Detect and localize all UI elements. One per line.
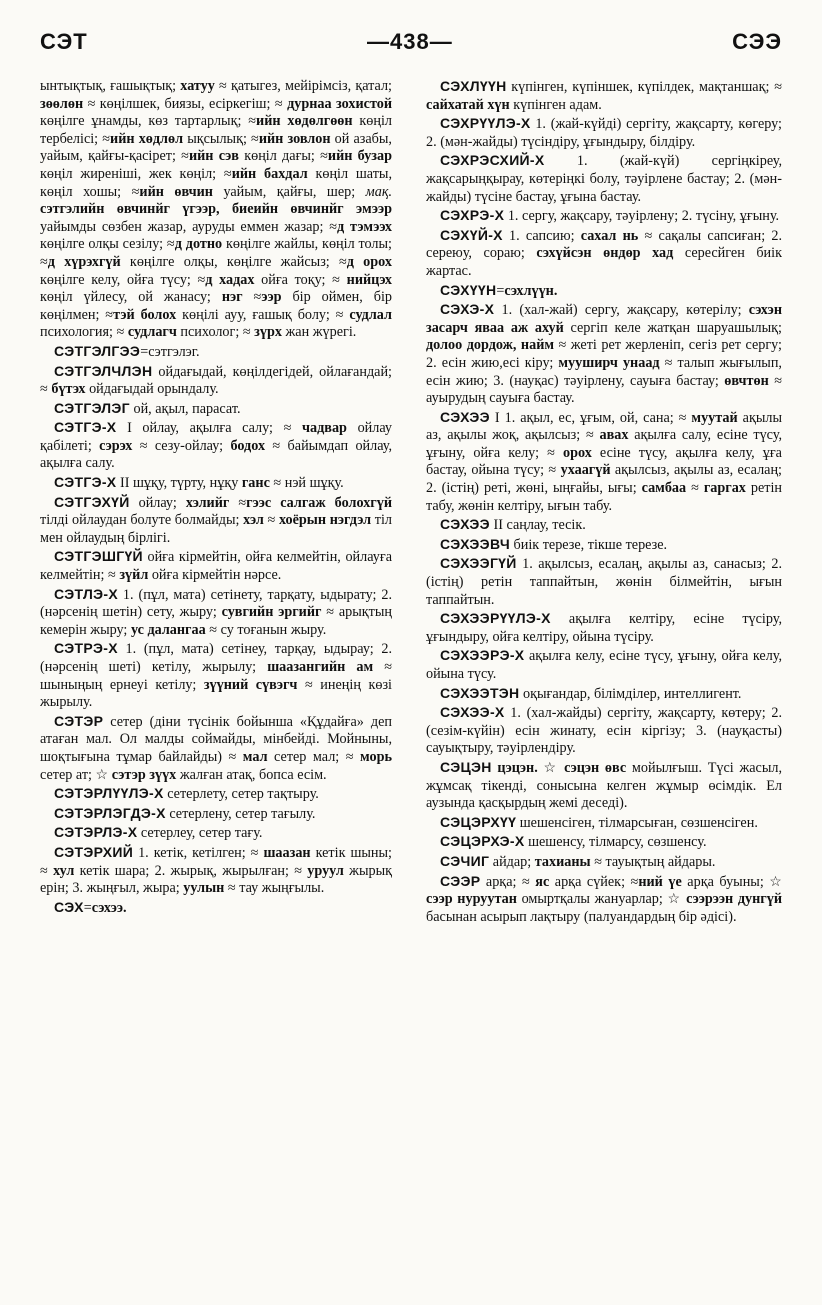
mongolian-example: ус далангаа (130, 621, 206, 638)
entry-definition: = (496, 282, 505, 299)
entry-definition: II шұқу, түрту, нұқу (116, 475, 242, 492)
entry-headword: СЭТЭРЛЭ-Х (54, 824, 138, 841)
entry-definition: I ойлау, ақылға салу; ≈ (116, 420, 303, 437)
entry-definition: I 1. ақыл, ес, ұғым, ой, сана; ≈ (489, 409, 692, 426)
dictionary-entry (426, 536, 782, 555)
mongolian-example: цэцэн. (497, 759, 538, 776)
dictionary-entry (426, 610, 782, 646)
entry-definition: ≈ ауырудың сауыға бастау. (426, 372, 782, 407)
dictionary-entry (426, 814, 782, 833)
mongolian-example: зөөлөн (40, 95, 84, 112)
mongolian-example: ийн сэв (188, 148, 239, 165)
entry-definition: жан жүрегі. (281, 324, 357, 341)
entry-definition: көңілге келу, ойға түсу; ≈ (40, 271, 206, 288)
dictionary-entry (40, 363, 392, 399)
entry-definition: бір оймен, бір көңілмен; ≈ (40, 289, 392, 323)
entry-definition: ақылға салу, есіне түсу, ұғыну, ойға келу; ≈ (426, 427, 782, 461)
mongolian-example: судлал (349, 306, 392, 323)
entry-headword: СЭХЛҮҮН (440, 78, 507, 94)
mongolian-example: ийн хөдөлгөөн (256, 113, 353, 130)
entry-headword: СЭТГЭЛЧЛЭН (54, 362, 153, 379)
mongolian-example: шаазангийн ам (267, 659, 374, 675)
mongolian-example: нэг (221, 289, 243, 306)
entry-definition: көңіл тербелісі; ≈ (40, 113, 392, 147)
entry-headword: СЭТГЭ-Х (54, 474, 117, 491)
entry-definition: сетерлену, сетер тағылу. (165, 805, 316, 822)
entry-definition: ≈ нэй шұқу. (269, 475, 344, 492)
mongolian-example: хоёрын нэгдэл (278, 512, 372, 529)
entry-definition: = (83, 899, 92, 916)
entry-definition: жалған атақ, бопса есім. (176, 766, 327, 783)
grammar-label: мақ. (365, 183, 392, 200)
entry-headword: СЭТРЭ-Х (54, 640, 118, 657)
dictionary-entry (426, 115, 782, 151)
mongolian-example: зүйл (119, 567, 149, 584)
entry-definition: биік терезе, тікше терезе. (509, 536, 668, 553)
mongolian-example: гээс салгаж болохгүй (246, 494, 392, 511)
mongolian-example: сээр нуруутан (426, 891, 517, 908)
dictionary-entry (426, 409, 782, 516)
mongolian-example: сахал нь (580, 227, 639, 244)
entry-definition: 1. (пұл, мата) сетінеу, тарқау, ыдырау; 2. (нәрсенің шеті) кетілу, жырылу; (40, 641, 392, 675)
entry-definition: ≈ көңілшек, биязы, есіркегіш; ≈ (83, 95, 288, 112)
mongolian-example: самбаа (641, 480, 687, 497)
mongolian-example: сэхээ. (91, 899, 127, 916)
entry-headword: СЭХҮЙ-Х (440, 226, 503, 243)
dictionary-entry (40, 824, 392, 843)
entry-headword: СЭТЭР (54, 712, 104, 729)
entry-definition: психолог; ≈ (176, 324, 255, 341)
mongolian-example: бүтэх (51, 381, 86, 398)
dictionary-entry (40, 805, 392, 824)
entry-definition: ойға кірмейтін, ойға келмейтін, ойлауға келмейтін; ≈ (40, 549, 392, 584)
mongolian-example: д дотно (174, 236, 223, 253)
entry-definition: ой, ақыл, парасат. (129, 400, 241, 417)
entry-definition: ≈ (229, 494, 247, 511)
entry-definition: ≈ қатыгез, мейірімсіз, қатал; (214, 78, 392, 94)
dictionary-entry (426, 759, 782, 813)
entry-definition: көңіл дағы; ≈ (238, 148, 328, 165)
entry-definition: көңілге олқы, көңілге жайсыз; ≈ (120, 253, 347, 270)
mongolian-example: зүүний сүвэгч (203, 676, 298, 693)
entry-definition: күпінген адам. (509, 96, 602, 113)
mongolian-example: сувгийн эргийг (221, 604, 322, 621)
entry-definition: ≈ талып жығылып, есін жию; 3. (науқас) тәуірлену, сауыға бастау; (426, 354, 782, 389)
entry-definition: ойдағыдай, көңілдегідей, ойлағандай; ≈ (40, 363, 392, 398)
entry-definition: уайым, қайғы, шер; (212, 183, 366, 200)
mongolian-example: сээрээн дунгүй (686, 891, 782, 908)
entry-headword: СЭЦЭРХЭ-Х (440, 833, 525, 850)
dictionary-entry (40, 586, 392, 640)
entry-headword: СЭХЭЭ (440, 516, 490, 533)
mongolian-example: муутай (691, 409, 738, 426)
entry-definition: =сэтгэлэг. (140, 343, 200, 360)
entry-definition: ≈ сақалы сапсиған; 2. сереюу, сораю; (426, 227, 782, 262)
entry-definition: ≈ су тоғанын жыру. (205, 621, 327, 638)
entry-definition: ойлау; (129, 494, 186, 511)
dictionary-entry (426, 152, 782, 206)
entry-definition: ойлау қабілеті; (40, 420, 392, 454)
mongolian-example: өвчтөн (724, 372, 769, 389)
entry-definition: ≈ сезу-ойлау; (132, 437, 231, 454)
mongolian-example: д хүрэхгүй (47, 253, 121, 270)
entry-definition: сетерлеу, сетер тағу. (137, 825, 263, 842)
entry-headword: СЭЦЭН (440, 758, 492, 775)
dictionary-entry (426, 78, 782, 114)
entry-definition: 1. ақылсыз, есалаң, ақылы аз, санасыз; 2. (істің) ретін таппайтын, жөнін білмейтін, ығын таппайтын. (426, 556, 782, 608)
dictionary-entry (40, 548, 392, 584)
entry-definition: шешенсіген, тілмарсыған, сөзшенсіген. (516, 814, 758, 831)
entry-definition: ықсылық; ≈ (183, 130, 259, 147)
entry-definition: ойға тоқу; ≈ (254, 271, 347, 288)
entry-definition: ≈ жеті рет жерленіп, сегіз рет сергу; 2. есін жию,есі кіру; (426, 337, 782, 371)
dictionary-entry (426, 685, 782, 704)
entry-headword: СЭТГЭ-Х (54, 419, 117, 436)
dictionary-entry (426, 647, 782, 683)
dictionary-entry (40, 400, 392, 419)
dictionary-entry (426, 873, 782, 927)
mongolian-example: д хадах (205, 271, 255, 288)
entry-definition: ≈ инеңің көзі жырылу. (40, 676, 392, 711)
entry-definition: II саңлау, тесік. (489, 517, 586, 534)
entry-definition: кетік шара; 2. жырық, жырылған; ≈ (74, 862, 308, 879)
entry-headword: СЭХЭЭТЭН (440, 684, 520, 701)
mongolian-example: сэхлүүн. (504, 282, 558, 299)
entry-headword: СЭЦЭРХҮҮ (440, 813, 517, 830)
mongolian-example: уруул (307, 862, 344, 879)
entry-definition: 1. (хал-жай) сергу, жақсару, көтерілу; (494, 302, 749, 319)
entry-headword: СЭЧИГ (440, 852, 490, 869)
page-number: —438— (367, 29, 453, 54)
mongolian-example: судлагч (127, 324, 177, 341)
mongolian-example: зүрх (254, 324, 282, 341)
entry-definition: ретін табу, жөнін келтіру, ығын табу. (426, 480, 782, 514)
mongolian-example: тэй болох (113, 306, 177, 323)
mongolian-example: ухаагүй (560, 462, 611, 479)
mongolian-example: уулын (183, 880, 225, 897)
entry-definition: сетерлету, сетер тақтыру. (163, 786, 319, 803)
mongolian-example: д тэмээх (337, 218, 392, 235)
entry-definition: жырық ерін; 3. жыңғыл, жыра; (40, 862, 392, 897)
header-right-guide-word: СЭЭ (732, 29, 782, 54)
mongolian-example: тахианы (534, 853, 591, 870)
entry-definition: ≈ (263, 512, 279, 529)
mongolian-example: дурнаа зохистой (287, 95, 392, 112)
entry-definition: арқа сүйек; ≈ (549, 873, 639, 890)
mongolian-example: чадвар (302, 420, 347, 437)
entry-definition: ≈ тау жыңғылы. (224, 880, 325, 897)
entry-definition: 1. (жай-күй) сергіңкіреу, жақсарыңқырау, көтеріңкі болу, тәуірлене бастау; 2. (мән-жайды) түсіне бастау, ұғына бастау. (426, 153, 782, 205)
mongolian-example: ийн зовлон (258, 130, 331, 147)
entry-definition: ақылсыз, ақылы аз, есалаң; 2. (істің) реті, жөні, ыңғайы, ығы; (426, 462, 782, 497)
mongolian-example: ийн бахдал (231, 165, 308, 182)
mongolian-example: сэхэн засарч яваа аж ахуй (426, 302, 782, 336)
dictionary-entry (40, 343, 392, 362)
dictionary-entry (426, 833, 782, 852)
entry-headword: СЭХЭЭРҮҮЛЭ-Х (440, 610, 551, 627)
entry-definition: ☆ (537, 759, 565, 776)
entry-definition: 1. (жай-күйді) сергіту, жақсарту, көгеру; 2. (мән-жайды) түсіндіру, ұғындыру, білдіру. (426, 116, 782, 150)
dictionary-entry (426, 227, 782, 281)
entry-definition: ≈ байымдап ойлау, ақылға салу. (40, 437, 392, 472)
dictionary-entry (40, 640, 392, 711)
entry-definition: 1. (хал-жайды) сергіту, жақсарту, көтеру; 2. (сезім-күйін) есін жинату, есін кіргізу; 3. (науқасты) сауықтыру, тәуірлендіру. (426, 705, 782, 757)
mongolian-example: ээр (261, 289, 282, 306)
entry-headword: СЭХ (54, 898, 84, 915)
dictionary-entry (40, 899, 392, 918)
entry-definition: кетік шыны; ≈ (40, 844, 392, 879)
entry-headword: СЭХРЭСХИЙ-Х (440, 152, 545, 169)
entry-headword: СЭХЭ-Х (440, 301, 495, 318)
entry-headword: СЭТГЭШГҮЙ (54, 548, 143, 565)
dictionary-entry (426, 853, 782, 872)
entry-definition: оқығандар, білімділер, интеллигент. (519, 685, 742, 702)
entry-definition: арқа буыны; ☆ (681, 873, 782, 890)
entry-definition: сетер мал; ≈ (267, 748, 361, 765)
mongolian-example: сэтгэлийн өвчинйг үгээр, биеийн өвчинйг эмээр (40, 201, 392, 218)
entry-headword: СЭХЭЭ-Х (440, 704, 505, 721)
right-column (426, 78, 782, 1285)
dictionary-entry (426, 282, 782, 301)
mongolian-example: сэрэх (99, 437, 133, 454)
mongolian-example: хул (53, 862, 75, 879)
mongolian-example: шаазан (263, 844, 311, 861)
mongolian-example: сэцэн өвс (564, 759, 627, 776)
dictionary-entry (426, 207, 782, 226)
entry-definition: ақылға келу, есіне түсу, ұғыну, ойға келу, ойына түсу. (426, 648, 782, 682)
entry-definition: ақылы аз, ақылы жоқ, ақылсыз; ≈ (426, 409, 782, 444)
entry-definition: арқа; ≈ (480, 873, 536, 890)
entry-headword: СЭХРЭ-Х (440, 207, 505, 224)
left-column (40, 78, 392, 1285)
mongolian-example: авах (599, 427, 629, 444)
entry-headword: СЭХЭЭРЭ-Х (440, 647, 525, 664)
dictionary-entry (426, 555, 782, 609)
entry-definition: тіл мен ойлаудың бірлігі. (40, 512, 392, 546)
entry-headword: СЭТГЭХҮЙ (54, 493, 130, 510)
entry-definition: сетер ат; ☆ (40, 766, 112, 783)
entry-headword: СЭТЭРХИЙ (54, 843, 134, 860)
dictionary-entry (426, 704, 782, 758)
mongolian-example: ийн бузар (327, 148, 392, 165)
mongolian-example: хэлийг (185, 494, 230, 511)
entry-headword: СЭТГЭЛГЭЭ (54, 342, 141, 359)
entry-definition: ойдағыдай орындалу. (85, 381, 219, 398)
entry-definition: 1. сергу, жақсару, тәуірлену; 2. түсіну, ұғыну. (504, 208, 780, 225)
entry-headword: СЭХҮҮН (440, 281, 497, 298)
entry-definition: айдар; (489, 853, 535, 870)
entry-headword: СЭТЭРЛЭГДЭ-Х (54, 804, 166, 821)
entry-definition: күпінген, күпіншек, күпілдек, мақтаншақ; ≈ (506, 79, 782, 95)
entry-definition: көңілге олқы сезілу; ≈ (40, 236, 175, 253)
mongolian-example: сайхатай хүн (426, 96, 510, 113)
entry-definition: көңіл шаты, көңіл хошы; ≈ (40, 165, 392, 200)
entry-definition: көңілге жайлы, көңіл толы; ≈ (40, 236, 392, 270)
entry-definition: көңілге ұнамды, көз тартарлық; ≈ (40, 113, 257, 130)
mongolian-example: ганс (241, 475, 270, 492)
mongolian-example: мууширч унаад (558, 354, 660, 371)
dictionary-columns (40, 78, 782, 1285)
entry-definition: 1. кетік, кетілген; ≈ (133, 844, 264, 861)
entry-headword: СЭЭР (440, 872, 481, 889)
dictionary-entry (40, 713, 392, 784)
entry-definition: көңіл жиреніші, жек көңіл; ≈ (40, 165, 232, 182)
mongolian-example: ний үе (638, 873, 682, 890)
entry-definition: көңіл үйлесу, ой жанасу; (40, 289, 222, 306)
dictionary-entry (40, 419, 392, 473)
mongolian-example: д орох (346, 253, 392, 270)
dictionary-entry (40, 78, 392, 342)
entry-headword: СЭХЭЭВЧ (440, 535, 510, 552)
entry-definition: омыртқалы жануарлар; ☆ (516, 891, 687, 908)
entry-headword: СЭХЭЭГҮЙ (440, 555, 517, 572)
mongolian-example: сэтэр зүүх (111, 766, 177, 783)
entry-definition: ≈ (242, 289, 262, 306)
dictionary-entry (40, 494, 392, 548)
dictionary-entry (40, 474, 392, 493)
mongolian-example: гаргах (703, 480, 746, 497)
entry-definition: ≈ арықтың кемерін жыру; (40, 604, 392, 638)
entry-definition: психология; ≈ (40, 324, 128, 341)
mongolian-example: ийн өвчин (139, 183, 213, 200)
entry-definition: уайымды сөзбен жазар, ауруды еммен жазар; ≈ (40, 218, 338, 235)
entry-headword: СЭХЭЭ (440, 408, 490, 425)
entry-definition: көңілі ауу, ғашық болу; ≈ (176, 306, 350, 323)
entry-definition: ақылға келтіру, есіне түсіру, ұғындыру, ойға келтіру, ойына түсіру. (426, 611, 782, 645)
entry-definition: ≈ (686, 480, 704, 497)
entry-definition: тілді ойлаудан болуте болмайды; (40, 512, 244, 529)
dictionary-entry (40, 844, 392, 898)
entry-definition: басынан асырып лақтыру (палуандардың бір әдісі). (426, 908, 737, 925)
entry-definition: 1. сапсию; (502, 227, 581, 244)
entry-headword: СЭТЭРЛҮҮЛЭ-Х (54, 785, 164, 802)
entry-definition: сергіп келе жатқан шаруашылық; (563, 319, 782, 336)
mongolian-example: нийцэх (346, 271, 392, 288)
entry-headword: СЭТГЭЛЭГ (54, 399, 130, 416)
entry-definition: ой азабы, уайым, қайғы-қасірет; ≈ (40, 130, 392, 165)
entry-definition: ойға кірмейтін нәрсе. (148, 567, 282, 584)
entry-definition: 1. (пұл, мата) сетінету, тарқату, ыдырату; 2. (нәрсенің шетін) сету, жыру; (40, 586, 392, 621)
header-left-guide-word: СЭТ (40, 29, 88, 54)
mongolian-example: яс (535, 873, 550, 890)
mongolian-example: мал (242, 748, 268, 765)
mongolian-example: орох (563, 444, 592, 461)
entry-definition: сересйген биік жартас. (426, 245, 782, 279)
page-header (40, 24, 782, 60)
entry-definition: ынтықтық, ғашықтық; (40, 78, 181, 94)
entry-definition: мойылғыш. Түсі жасыл, жұмсақ тікенді, сонысына келген жұмыр өсімдік. Ел аузында қасқырдың жемі деседі). (426, 759, 782, 812)
mongolian-example: ийн хөдлөл (110, 130, 184, 147)
mongolian-example: хатуу (180, 78, 215, 94)
entry-definition: ≈ шыныңың ернеуі кетілу; (40, 659, 392, 693)
entry-definition: шешенсу, тілмарсу, сөзшенсу. (524, 834, 707, 851)
mongolian-example: морь (360, 748, 392, 765)
dictionary-entry (40, 785, 392, 804)
entry-definition: ≈ тауықтың айдары. (590, 853, 716, 870)
mongolian-example: хэл (243, 512, 264, 529)
entry-definition: есіне түсу, ақылға келу, ұға бастау, ойына түсу; ≈ (426, 444, 782, 479)
mongolian-example: долоо дордож, найм (426, 337, 555, 354)
entry-headword: СЭХРҮҮЛЭ-Х (440, 115, 531, 132)
entry-definition: сетер (діни түсінік бойынша «Құдайға» деп атаған мал. Ол малды соймайды, мінбейді. Мойныны, шоқтығына тұмар байлайды) ≈ (40, 713, 392, 765)
mongolian-example: сэхүйсэн өндөр хад (536, 245, 674, 262)
mongolian-example: бодох (230, 437, 266, 454)
entry-headword: СЭТЛЭ-Х (54, 585, 118, 602)
dictionary-entry (426, 301, 782, 408)
dictionary-entry (426, 516, 782, 535)
